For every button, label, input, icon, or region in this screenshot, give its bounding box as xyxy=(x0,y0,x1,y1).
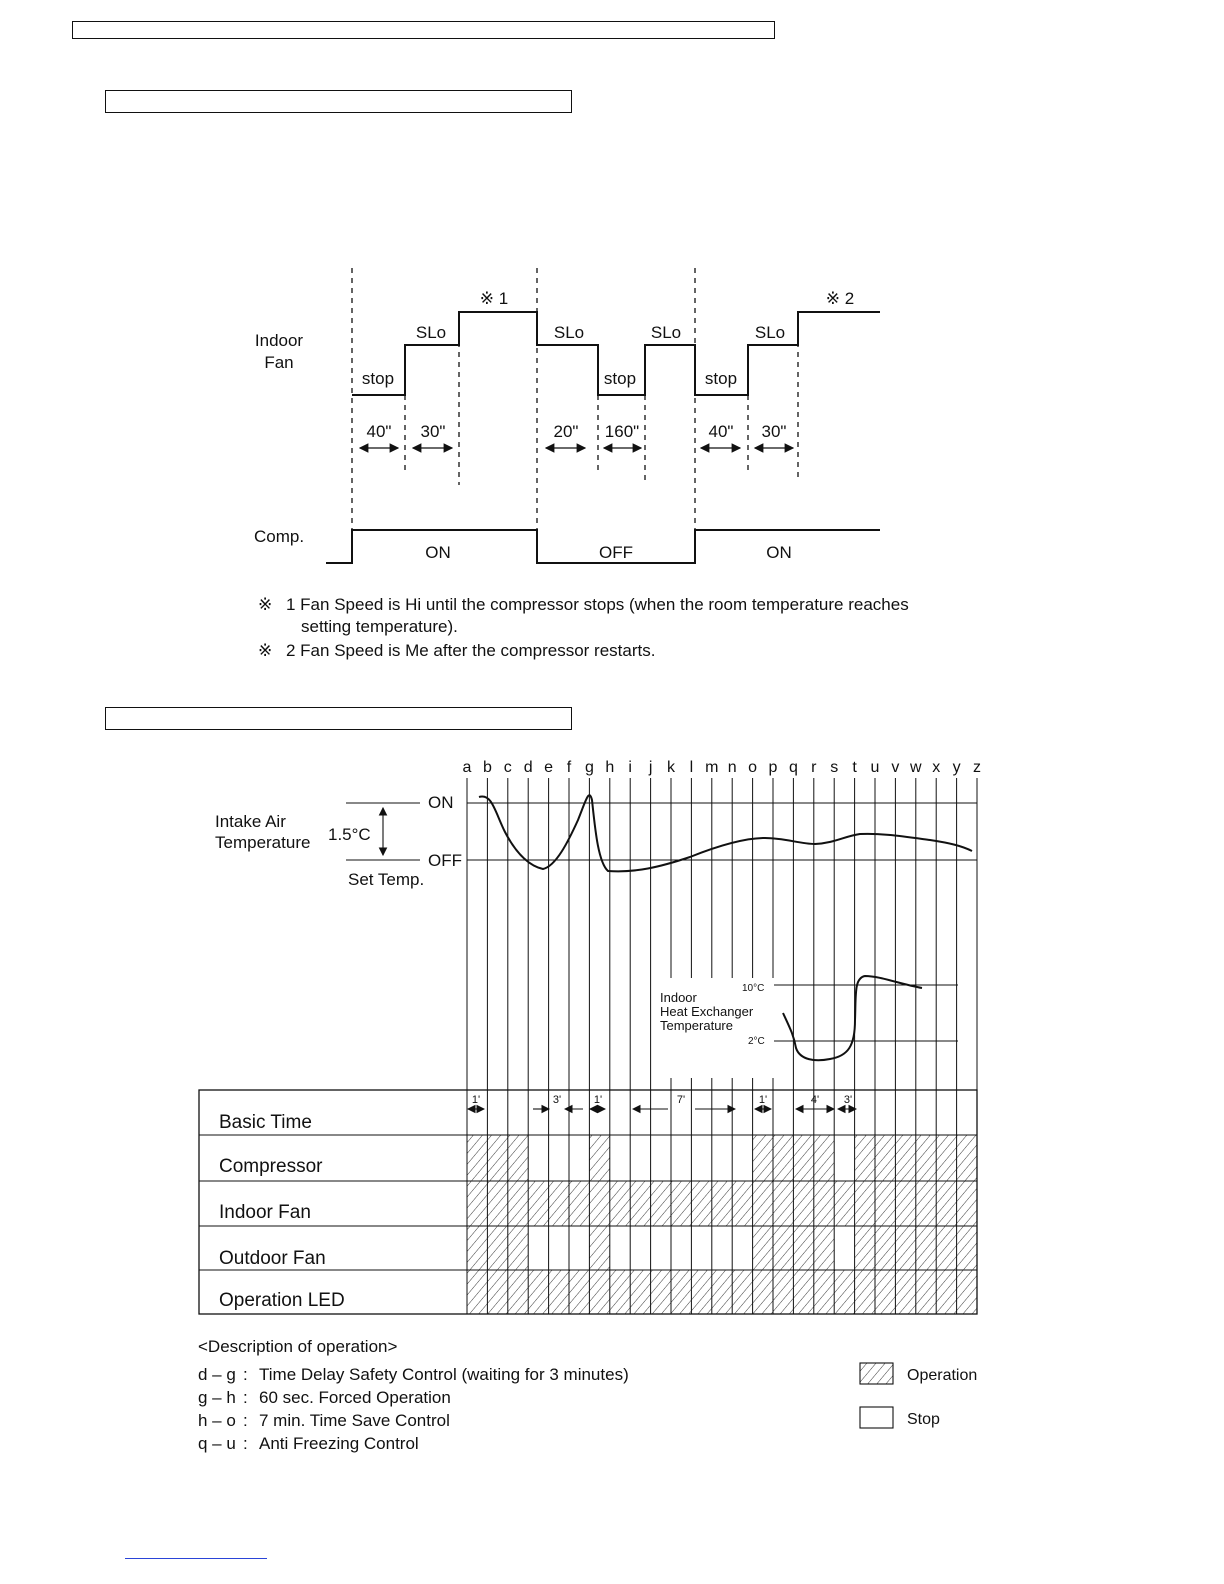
operation-cell xyxy=(936,1226,956,1270)
row-fills xyxy=(467,1135,977,1314)
operation-cell xyxy=(569,1270,589,1314)
row-label-compressor: Compressor xyxy=(219,1156,323,1177)
operation-cell xyxy=(814,1181,834,1226)
operation-cell xyxy=(528,1270,548,1314)
operation-cell xyxy=(895,1181,915,1226)
operation-cell xyxy=(855,1226,875,1270)
note-text: 2 Fan Speed is Me after the compressor restarts. xyxy=(286,641,656,660)
operation-cell xyxy=(487,1181,507,1226)
operation-cell xyxy=(793,1135,813,1181)
legend-operation-label: Operation xyxy=(907,1367,978,1384)
operation-cell xyxy=(753,1226,773,1270)
operation-cell xyxy=(549,1181,569,1226)
duration-label: 30" xyxy=(420,422,446,441)
level-label-stop: stop xyxy=(704,369,738,388)
operation-cell xyxy=(793,1270,813,1314)
operation-cell xyxy=(487,1270,507,1314)
column-letter: j xyxy=(648,759,653,776)
hex-low-label: 2°C xyxy=(748,1036,765,1047)
operation-cell xyxy=(712,1270,732,1314)
dashed-markers xyxy=(352,268,798,545)
operation-cell xyxy=(549,1270,569,1314)
operation-cell xyxy=(732,1181,752,1226)
indoor-fan-label-1: Indoor xyxy=(254,331,304,350)
hex-label-3: Temperature xyxy=(660,1018,733,1033)
operation-cell xyxy=(589,1181,609,1226)
column-letter: k xyxy=(667,759,675,776)
description-text: 60 sec. Forced Operation xyxy=(259,1388,451,1407)
operation-cell xyxy=(936,1135,956,1181)
level-label-stop: stop xyxy=(361,369,395,388)
operation-cell xyxy=(569,1181,589,1226)
operation-cell xyxy=(895,1270,915,1314)
operation-cell xyxy=(895,1135,915,1181)
description-text: 7 min. Time Save Control xyxy=(259,1411,450,1430)
operation-cell xyxy=(773,1135,793,1181)
column-letter: x xyxy=(932,759,941,776)
column-letter: q xyxy=(788,759,798,776)
column-letter: t xyxy=(852,759,857,776)
operation-cell xyxy=(589,1226,609,1270)
operation-cell xyxy=(753,1135,773,1181)
description-sep: : xyxy=(243,1365,248,1384)
note-text: 1 Fan Speed is Hi until the compressor stops (when the room temperature reaches xyxy=(286,595,909,614)
column-letter: y xyxy=(952,759,961,776)
operation-cell xyxy=(671,1181,691,1226)
column-letter: v xyxy=(891,759,900,776)
operation-cell xyxy=(712,1181,732,1226)
operation-cell xyxy=(916,1181,936,1226)
note-mark-1: ※ 1 xyxy=(479,289,509,308)
column-letter: u xyxy=(870,759,880,776)
operation-cell xyxy=(753,1270,773,1314)
note-text: setting temperature). xyxy=(301,617,458,636)
column-letter: w xyxy=(910,759,922,776)
note-mark: ※ xyxy=(258,641,273,660)
operation-cell xyxy=(528,1181,548,1226)
on-label: ON xyxy=(428,793,454,812)
operation-cell xyxy=(508,1135,528,1181)
column-letter: e xyxy=(544,759,554,776)
hex-high-label: 10°C xyxy=(742,983,765,994)
bottom-rule xyxy=(125,1558,267,1559)
time-mark: 3' xyxy=(843,1094,853,1106)
operation-cell xyxy=(916,1226,936,1270)
time-mark: 3' xyxy=(552,1094,562,1106)
operation-cell xyxy=(773,1181,793,1226)
operation-cell xyxy=(855,1181,875,1226)
comp-label: Comp. xyxy=(254,527,305,546)
description-range: h – o xyxy=(198,1411,236,1430)
operation-cell xyxy=(773,1226,793,1270)
column-letter: f xyxy=(566,759,572,776)
operation-cell xyxy=(793,1181,813,1226)
note-mark-2: ※ 2 xyxy=(825,289,855,308)
description-text: Time Delay Safety Control (waiting for 3 minutes) xyxy=(259,1365,629,1384)
operation-cell xyxy=(834,1181,854,1226)
duration-label: 40" xyxy=(366,422,392,441)
column-letter: i xyxy=(628,759,632,776)
operation-cell xyxy=(487,1135,507,1181)
comp-state-label: OFF xyxy=(599,543,633,562)
fan-notes xyxy=(258,595,909,660)
column-letter: r xyxy=(811,759,817,776)
operation-cell xyxy=(793,1226,813,1270)
level-label-slo: SLo xyxy=(650,323,682,342)
row-label-indoor-fan: Indoor Fan xyxy=(219,1202,311,1223)
operation-cell xyxy=(957,1135,977,1181)
duration-label: 40" xyxy=(708,422,734,441)
time-mark: 7' xyxy=(676,1094,686,1106)
operation-cell xyxy=(814,1270,834,1314)
time-mark: 4' xyxy=(810,1094,820,1106)
column-letter: z xyxy=(973,759,981,776)
column-letter: s xyxy=(830,759,839,776)
column-letter: m xyxy=(705,759,719,776)
level-label-slo: SLo xyxy=(754,323,786,342)
operation-cell xyxy=(610,1181,630,1226)
comp-state-label: ON xyxy=(425,543,451,562)
time-mark: 1' xyxy=(593,1094,603,1106)
column-letters xyxy=(463,759,981,776)
legend-operation-swatch xyxy=(860,1363,893,1384)
row-label-operation-led: Operation LED xyxy=(219,1290,345,1311)
operation-cell xyxy=(630,1270,650,1314)
timing-chart xyxy=(199,759,981,1314)
operation-cell xyxy=(630,1181,650,1226)
set-temp-label: Set Temp. xyxy=(348,870,425,889)
operation-cell xyxy=(916,1135,936,1181)
operation-cell xyxy=(895,1226,915,1270)
hex-label-1: Indoor xyxy=(660,990,697,1005)
row-label-outdoor-fan: Outdoor Fan xyxy=(219,1248,326,1269)
operation-cell xyxy=(732,1270,752,1314)
operation-cell xyxy=(753,1181,773,1226)
description-title: <Description of operation> xyxy=(198,1337,398,1356)
level-label-slo: SLo xyxy=(553,323,585,342)
operation-cell xyxy=(957,1270,977,1314)
hex-label-2: Heat Exchanger xyxy=(660,1004,754,1019)
column-letter: l xyxy=(689,759,694,776)
operation-cell xyxy=(814,1226,834,1270)
column-letter: n xyxy=(727,759,737,776)
column-letter: c xyxy=(503,759,512,776)
duration-label: 30" xyxy=(761,422,787,441)
operation-cell xyxy=(773,1270,793,1314)
operation-cell xyxy=(487,1226,507,1270)
operation-cell xyxy=(508,1181,528,1226)
operation-cell xyxy=(814,1135,834,1181)
comp-state-label: ON xyxy=(766,543,792,562)
heat-exchanger-curve xyxy=(783,976,922,1060)
description-range: g – h xyxy=(198,1388,236,1407)
description-sep: : xyxy=(243,1434,248,1453)
column-letter: g xyxy=(584,759,594,776)
operation-cell xyxy=(834,1270,854,1314)
note-mark: ※ xyxy=(258,595,273,614)
operation-cell xyxy=(691,1181,711,1226)
operation-cell xyxy=(957,1181,977,1226)
operation-cell xyxy=(875,1181,895,1226)
column-letter: b xyxy=(482,759,492,776)
operation-cell xyxy=(671,1270,691,1314)
duration-label: 20" xyxy=(553,422,579,441)
description-text: Anti Freezing Control xyxy=(259,1434,419,1453)
operation-cell xyxy=(589,1270,609,1314)
time-mark: 1' xyxy=(471,1094,481,1106)
delta-label: 1.5°C xyxy=(328,825,371,844)
operation-cell xyxy=(467,1270,487,1314)
operation-cell xyxy=(508,1270,528,1314)
legend-stop-swatch xyxy=(860,1407,893,1428)
operation-cell xyxy=(467,1226,487,1270)
legend-stop-label: Stop xyxy=(907,1411,940,1428)
description-range: q – u xyxy=(198,1434,236,1453)
column-letter: h xyxy=(605,759,615,776)
operation-cell xyxy=(936,1181,956,1226)
operation-cell xyxy=(855,1270,875,1314)
description-range: d – g xyxy=(198,1365,236,1384)
duration-label: 160" xyxy=(604,422,640,441)
operation-cell xyxy=(610,1270,630,1314)
operation-cell xyxy=(508,1226,528,1270)
operation-cell xyxy=(936,1270,956,1314)
description-sep: : xyxy=(243,1411,248,1430)
operation-cell xyxy=(651,1181,671,1226)
level-label-slo: SLo xyxy=(415,323,447,342)
operation-cell xyxy=(589,1135,609,1181)
operation-cell xyxy=(875,1226,895,1270)
operation-cell xyxy=(467,1181,487,1226)
description-sep: : xyxy=(243,1388,248,1407)
column-letter: a xyxy=(462,759,472,776)
indoor-fan-label-2: Fan xyxy=(264,353,294,372)
intake-air-label-1: Intake Air xyxy=(215,812,286,831)
column-letter: o xyxy=(748,759,758,776)
time-mark: 1' xyxy=(758,1094,768,1106)
operation-cell xyxy=(875,1135,895,1181)
description-of-operation xyxy=(198,1337,977,1453)
operation-cell xyxy=(957,1226,977,1270)
column-letter: p xyxy=(768,759,778,776)
column-letter: d xyxy=(523,759,533,776)
fan-timing-diagram xyxy=(254,268,880,563)
row-label-basic-time: Basic Time xyxy=(219,1112,312,1133)
operation-cell xyxy=(651,1270,671,1314)
operation-cell xyxy=(855,1135,875,1181)
operation-cell xyxy=(875,1270,895,1314)
intake-air-label-2: Temperature xyxy=(215,833,311,852)
off-label: OFF xyxy=(428,851,462,870)
operation-cell xyxy=(916,1270,936,1314)
operation-cell xyxy=(691,1270,711,1314)
operation-cell xyxy=(467,1135,487,1181)
level-label-stop: stop xyxy=(603,369,637,388)
